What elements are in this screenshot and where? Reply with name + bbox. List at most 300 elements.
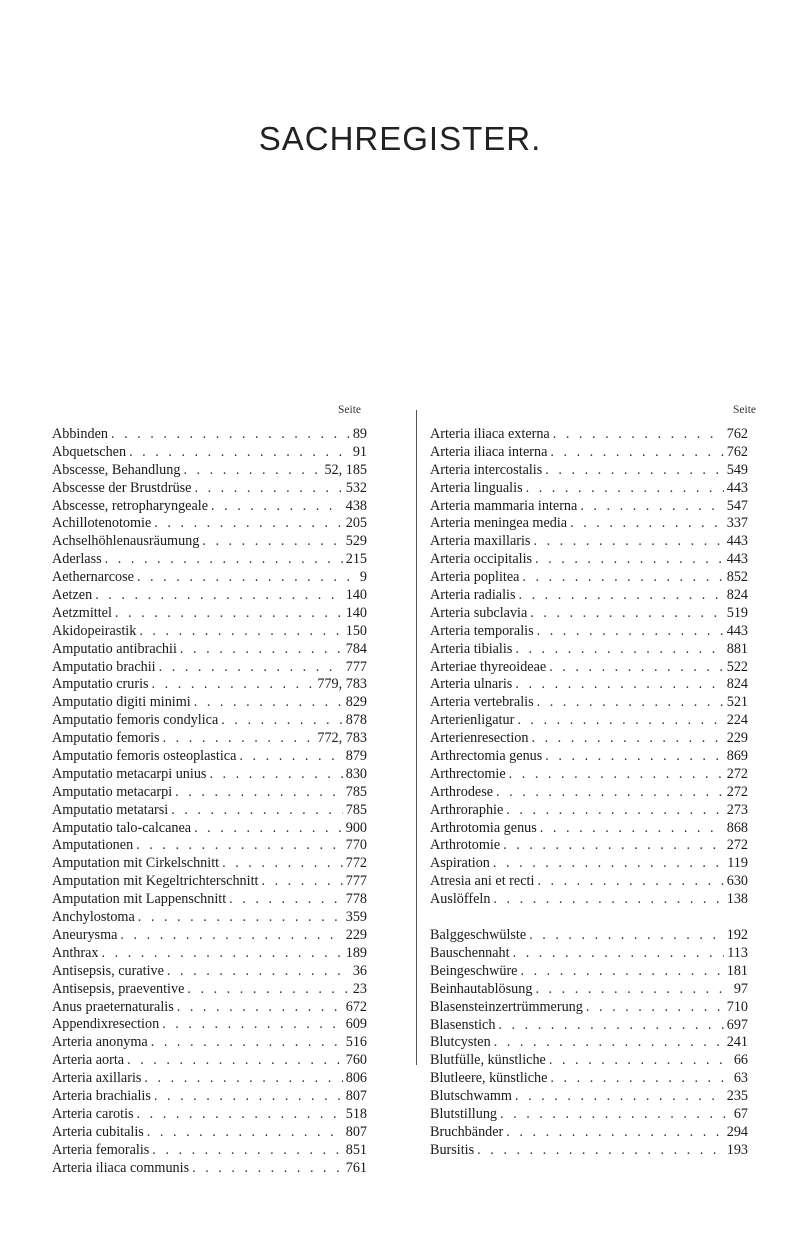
leader-dots xyxy=(194,694,343,712)
leader-dots xyxy=(163,730,315,748)
entry-label: Arthrectomia genus xyxy=(430,748,543,765)
leader-dots xyxy=(137,569,357,587)
index-entry xyxy=(430,480,748,498)
entry-page: 762 xyxy=(726,443,748,460)
leader-dots xyxy=(503,837,724,855)
index-entry xyxy=(430,641,748,659)
leader-dots xyxy=(570,515,724,533)
entry-page: 36 xyxy=(352,962,367,979)
entry-label: Blutcysten xyxy=(430,1034,491,1051)
leader-dots xyxy=(151,1034,343,1052)
entry-label: Amputatio cruris xyxy=(52,676,149,693)
entry-label: Amputatio femoris condylica xyxy=(52,712,219,729)
entry-label: Akidopeirastik xyxy=(52,622,137,639)
entry-label: Arteria iliaca interna xyxy=(430,443,548,460)
leader-dots xyxy=(221,712,342,730)
leader-dots xyxy=(496,784,724,802)
leader-dots xyxy=(537,873,723,891)
index-entry xyxy=(52,480,367,498)
index-entry xyxy=(52,426,367,444)
leader-dots xyxy=(545,462,723,480)
leader-dots xyxy=(183,462,321,480)
entry-page: 181 xyxy=(726,962,748,979)
entry-page: 66 xyxy=(733,1052,748,1069)
index-column-left xyxy=(52,426,367,1177)
index-entry xyxy=(430,426,748,444)
entry-page: 438 xyxy=(345,497,367,514)
entry-page: 697 xyxy=(726,1016,748,1033)
entry-page: 785 xyxy=(345,801,367,818)
index-entry xyxy=(52,641,367,659)
entry-label: Amputatio talo-calcanea xyxy=(52,819,192,836)
leader-dots xyxy=(498,1017,723,1035)
entry-label: Amputation mit Lappenschnitt xyxy=(52,891,227,908)
leader-dots xyxy=(152,676,315,694)
index-entry xyxy=(52,963,367,981)
entry-page: 337 xyxy=(726,515,748,532)
entry-page: 140 xyxy=(345,587,367,604)
entry-label: Arteria occipitalis xyxy=(430,551,533,568)
index-entry xyxy=(52,444,367,462)
entry-label: Aetzen xyxy=(52,587,93,604)
index-entry xyxy=(430,659,748,677)
entry-page: 113 xyxy=(727,944,748,961)
index-entry xyxy=(52,748,367,766)
index-entry xyxy=(430,551,748,569)
index-entry xyxy=(430,820,748,838)
index-entry xyxy=(52,551,367,569)
entry-label: Arteria subclavia xyxy=(430,604,528,621)
leader-dots xyxy=(187,981,349,999)
entry-label: Abquetschen xyxy=(52,443,127,460)
index-entry xyxy=(430,837,748,855)
leader-dots xyxy=(175,784,343,802)
leader-dots xyxy=(506,1124,723,1142)
entry-label: Arthrotomie xyxy=(430,837,501,854)
entry-page: 193 xyxy=(726,1141,748,1158)
entry-label: Amputatio femoris osteoplastica xyxy=(52,748,237,765)
entry-page: 150 xyxy=(345,622,367,639)
entry-page: 67 xyxy=(733,1105,748,1122)
entry-label: Antisepsis, curative xyxy=(52,962,164,979)
index-entry xyxy=(430,1052,748,1070)
leader-dots xyxy=(506,802,723,820)
entry-label: Anus praeternaturalis xyxy=(52,998,174,1015)
entry-page: 760 xyxy=(345,1052,367,1069)
entry-page: 138 xyxy=(726,891,748,908)
entry-page: 779, 783 xyxy=(317,676,367,693)
leader-dots xyxy=(194,480,342,498)
leader-dots xyxy=(209,766,342,784)
entry-label: Arteria aorta xyxy=(52,1052,125,1069)
entry-page: 784 xyxy=(345,640,367,657)
leader-dots xyxy=(493,855,724,873)
leader-dots xyxy=(520,963,723,981)
leader-dots xyxy=(111,426,350,444)
leader-dots xyxy=(529,927,724,945)
index-entry xyxy=(430,802,748,820)
leader-dots xyxy=(167,963,350,981)
entry-page: 529 xyxy=(345,533,367,550)
letter-group-gap xyxy=(430,909,748,927)
leader-dots xyxy=(137,1106,343,1124)
entry-page: 140 xyxy=(345,604,367,621)
leader-dots xyxy=(537,694,724,712)
leader-dots xyxy=(537,623,724,641)
leader-dots xyxy=(192,1160,343,1178)
entry-page: 359 xyxy=(345,909,367,926)
entry-page: 881 xyxy=(726,640,748,657)
index-entry xyxy=(430,855,748,873)
entry-page: 609 xyxy=(345,1016,367,1033)
entry-label: Arteria maxillaris xyxy=(430,533,531,550)
entry-label: Amputationen xyxy=(52,837,134,854)
entry-label: Arteria radialis xyxy=(430,587,516,604)
leader-dots xyxy=(477,1142,724,1160)
entry-label: Abbinden xyxy=(52,426,108,442)
entry-label: Arteria temporalis xyxy=(430,622,534,639)
index-entry xyxy=(52,820,367,838)
entry-label: Atresia ani et recti xyxy=(430,873,535,890)
leader-dots xyxy=(515,676,723,694)
index-entry xyxy=(52,533,367,551)
index-entry xyxy=(52,694,367,712)
index-entry xyxy=(430,1034,748,1052)
entry-label: Arterienresection xyxy=(430,730,529,747)
entry-label: Blutschwamm xyxy=(430,1088,512,1105)
index-entry xyxy=(430,712,748,730)
leader-dots xyxy=(493,891,723,909)
entry-page: 443 xyxy=(726,479,748,496)
index-entry xyxy=(430,1124,748,1142)
index-entry xyxy=(430,694,748,712)
entry-label: Arteria femoralis xyxy=(52,1141,150,1158)
entry-page: 710 xyxy=(726,998,748,1015)
entry-page: 229 xyxy=(726,730,748,747)
leader-dots xyxy=(500,1106,731,1124)
index-entry xyxy=(430,462,748,480)
entry-label: Amputatio metatarsi xyxy=(52,801,169,818)
index-entry xyxy=(430,981,748,999)
leader-dots xyxy=(138,909,343,927)
index-entry xyxy=(52,981,367,999)
leader-dots xyxy=(194,820,343,838)
entry-page: 824 xyxy=(726,587,748,604)
entry-page: 900 xyxy=(345,819,367,836)
index-entry xyxy=(430,587,748,605)
entry-page: 772 xyxy=(345,855,367,872)
leader-dots xyxy=(222,855,343,873)
index-entry xyxy=(430,730,748,748)
leader-dots xyxy=(171,802,342,820)
leader-dots xyxy=(105,551,343,569)
entry-label: Abscesse der Brustdrüse xyxy=(52,479,192,496)
index-entry xyxy=(430,1142,748,1160)
index-entry xyxy=(52,909,367,927)
entry-page: 761 xyxy=(345,1159,367,1176)
index-entry xyxy=(52,659,367,677)
leader-dots xyxy=(136,837,343,855)
entry-page: 777 xyxy=(345,873,367,890)
entry-label: Arthroraphie xyxy=(430,801,504,818)
leader-dots xyxy=(95,587,343,605)
entry-page: 119 xyxy=(727,855,748,872)
entry-page: 241 xyxy=(726,1034,748,1051)
leader-dots xyxy=(549,1052,731,1070)
entry-label: Arteria mammaria interna xyxy=(430,497,578,514)
entry-label: Arteria brachialis xyxy=(52,1087,151,1104)
leader-dots xyxy=(129,444,350,462)
entry-label: Blasenstich xyxy=(430,1016,496,1033)
index-entry xyxy=(430,515,748,533)
entry-label: Abscesse, Behandlung xyxy=(52,461,181,478)
entry-page: 294 xyxy=(726,1123,748,1140)
index-entry xyxy=(52,1142,367,1160)
leader-dots xyxy=(518,587,723,605)
leader-dots xyxy=(550,1070,730,1088)
leader-dots xyxy=(530,605,723,623)
entry-page: 672 xyxy=(345,998,367,1015)
entry-page: 224 xyxy=(726,712,748,729)
index-entry xyxy=(52,855,367,873)
index-entry xyxy=(430,748,748,766)
entry-label: Bauschennaht xyxy=(430,944,510,961)
entry-page: 97 xyxy=(733,980,748,997)
index-entry xyxy=(430,533,748,551)
entry-label: Arteria vertebralis xyxy=(430,694,534,711)
entry-page: 807 xyxy=(345,1087,367,1104)
page-column-header-left: Seite xyxy=(338,404,361,416)
entry-label: Arthrotomia genus xyxy=(430,819,537,836)
leader-dots xyxy=(154,515,342,533)
entry-label: Arteria carotis xyxy=(52,1105,134,1122)
index-entry xyxy=(52,873,367,891)
index-entry xyxy=(52,1088,367,1106)
index-entry xyxy=(430,766,748,784)
leader-dots xyxy=(533,533,723,551)
entry-label: Arteria lingualis xyxy=(430,479,523,496)
leader-dots xyxy=(115,605,343,623)
index-entry xyxy=(52,712,367,730)
index-entry xyxy=(430,498,748,516)
entry-label: Achselhöhlenausräumung xyxy=(52,533,200,550)
entry-page: 830 xyxy=(345,765,367,782)
entry-label: Arthrodese xyxy=(430,783,494,800)
entry-page: 878 xyxy=(345,712,367,729)
entry-page: 829 xyxy=(345,694,367,711)
leader-dots xyxy=(526,480,724,498)
entry-page: 532 xyxy=(345,479,367,496)
entry-label: Arteria axillaris xyxy=(52,1070,142,1087)
entry-page: 824 xyxy=(726,676,748,693)
index-entry xyxy=(52,945,367,963)
leader-dots xyxy=(261,873,342,891)
entry-label: Arthrectomie xyxy=(430,765,506,782)
index-entry xyxy=(52,569,367,587)
index-entry xyxy=(52,927,367,945)
leader-dots xyxy=(553,426,724,444)
index-entry xyxy=(52,1034,367,1052)
entry-label: Arteria meningea media xyxy=(430,515,568,532)
entry-label: Anthrax xyxy=(52,944,99,961)
entry-label: Achillotenotomie xyxy=(52,515,152,532)
leader-dots xyxy=(159,659,343,677)
entry-label: Amputatio metacarpi xyxy=(52,783,173,800)
index-entry xyxy=(52,784,367,802)
page-column-header-right: Seite xyxy=(733,404,756,416)
entry-page: 215 xyxy=(345,551,367,568)
entry-label: Bruchbänder xyxy=(430,1123,504,1140)
index-entry xyxy=(430,1106,748,1124)
leader-dots xyxy=(549,659,724,677)
index-entry xyxy=(430,676,748,694)
entry-label: Blutfülle, künstliche xyxy=(430,1052,546,1069)
index-entry xyxy=(52,1052,367,1070)
entry-page: 772, 783 xyxy=(317,730,367,747)
leader-dots xyxy=(102,945,343,963)
entry-label: Blutleere, künstliche xyxy=(430,1070,548,1087)
index-entry xyxy=(430,569,748,587)
entry-label: Amputation mit Kegeltrichterschnitt xyxy=(52,873,259,890)
entry-page: 549 xyxy=(726,461,748,478)
entry-page: 778 xyxy=(345,891,367,908)
entry-label: Arteria iliaca communis xyxy=(52,1159,190,1176)
index-entry xyxy=(430,1017,748,1035)
leader-dots xyxy=(120,927,342,945)
leader-dots xyxy=(550,444,723,462)
leader-dots xyxy=(229,891,343,909)
entry-label: Appendixresection xyxy=(52,1016,160,1033)
index-entry xyxy=(52,1016,367,1034)
index-entry xyxy=(430,444,748,462)
entry-page: 516 xyxy=(345,1034,367,1051)
index-entry xyxy=(430,999,748,1017)
entry-page: 272 xyxy=(726,765,748,782)
entry-label: Beingeschwüre xyxy=(430,962,518,979)
entry-label: Aspiration xyxy=(430,855,490,872)
index-entry xyxy=(52,676,367,694)
index-entry xyxy=(52,891,367,909)
index-entry xyxy=(52,730,367,748)
entry-page: 443 xyxy=(726,622,748,639)
leader-dots xyxy=(139,623,342,641)
entry-page: 518 xyxy=(345,1105,367,1122)
index-entry xyxy=(52,1106,367,1124)
entry-label: Arteria anonyma xyxy=(52,1034,148,1051)
leader-dots xyxy=(239,748,342,766)
entry-page: 522 xyxy=(726,658,748,675)
entry-page: 192 xyxy=(726,927,748,944)
entry-label: Arteria iliaca externa xyxy=(430,426,550,442)
entry-page: 785 xyxy=(345,783,367,800)
leader-dots xyxy=(211,498,343,516)
leader-dots xyxy=(494,1034,724,1052)
entry-page: 519 xyxy=(726,604,748,621)
entry-page: 879 xyxy=(345,748,367,765)
entry-page: 229 xyxy=(345,926,367,943)
index-entry xyxy=(430,927,748,945)
entry-page: 273 xyxy=(726,801,748,818)
leader-dots xyxy=(580,498,723,516)
entry-page: 521 xyxy=(726,694,748,711)
entry-page: 272 xyxy=(726,837,748,854)
leader-dots xyxy=(540,820,724,838)
entry-page: 807 xyxy=(345,1123,367,1140)
entry-label: Arteria cubitalis xyxy=(52,1123,144,1140)
leader-dots xyxy=(513,945,725,963)
index-entry xyxy=(430,623,748,641)
entry-label: Balggeschwülste xyxy=(430,927,527,944)
entry-label: Arterienligatur xyxy=(430,712,515,729)
leader-dots xyxy=(586,999,724,1017)
entry-page: 272 xyxy=(726,783,748,800)
entry-label: Amputatio metacarpi unius xyxy=(52,765,207,782)
entry-page: 443 xyxy=(726,551,748,568)
index-entry xyxy=(52,515,367,533)
entry-label: Aderlass xyxy=(52,551,102,568)
entry-label: Antisepsis, praeventive xyxy=(52,980,185,997)
leader-dots xyxy=(517,712,723,730)
leader-dots xyxy=(535,981,730,999)
leader-dots xyxy=(509,766,724,784)
leader-dots xyxy=(152,1142,342,1160)
entry-page: 851 xyxy=(345,1141,367,1158)
entry-label: Arteria ulnaris xyxy=(430,676,513,693)
index-entry xyxy=(52,837,367,855)
entry-page: 89 xyxy=(352,426,367,442)
entry-label: Bursitis xyxy=(430,1141,475,1158)
index-entry xyxy=(52,1070,367,1088)
entry-page: 91 xyxy=(352,443,367,460)
entry-label: Arteria poplitea xyxy=(430,569,520,586)
leader-dots xyxy=(545,748,723,766)
leader-dots xyxy=(531,730,723,748)
index-entry xyxy=(430,1070,748,1088)
index-entry xyxy=(430,873,748,891)
leader-dots xyxy=(154,1088,343,1106)
leader-dots xyxy=(202,533,342,551)
entry-label: Arteriae thyreoideae xyxy=(430,658,547,675)
entry-page: 852 xyxy=(726,569,748,586)
entry-page: 443 xyxy=(726,533,748,550)
index-entry xyxy=(52,498,367,516)
index-entry xyxy=(52,1160,367,1178)
entry-label: Amputatio digiti minimi xyxy=(52,694,191,711)
entry-label: Aetzmittel xyxy=(52,604,112,621)
leader-dots xyxy=(127,1052,343,1070)
entry-label: Aneurysma xyxy=(52,926,118,943)
entry-page: 235 xyxy=(726,1088,748,1105)
entry-page: 205 xyxy=(345,515,367,532)
entry-label: Arteria intercostalis xyxy=(430,461,543,478)
entry-page: 869 xyxy=(726,748,748,765)
entry-page: 868 xyxy=(726,819,748,836)
entry-page: 23 xyxy=(352,980,367,997)
entry-label: Beinhautablösung xyxy=(430,980,533,997)
index-entry xyxy=(430,891,748,909)
index-entry xyxy=(430,963,748,981)
entry-page: 762 xyxy=(726,426,748,442)
entry-page: 777 xyxy=(345,658,367,675)
index-entry xyxy=(52,623,367,641)
index-entry xyxy=(430,945,748,963)
entry-label: Anchylostoma xyxy=(52,909,135,926)
entry-page: 189 xyxy=(345,944,367,961)
entry-label: Auslöffeln xyxy=(430,891,491,908)
entry-label: Aethernarcose xyxy=(52,569,134,586)
index-entry xyxy=(52,802,367,820)
entry-label: Blasensteinzertrümmerung xyxy=(430,998,583,1015)
